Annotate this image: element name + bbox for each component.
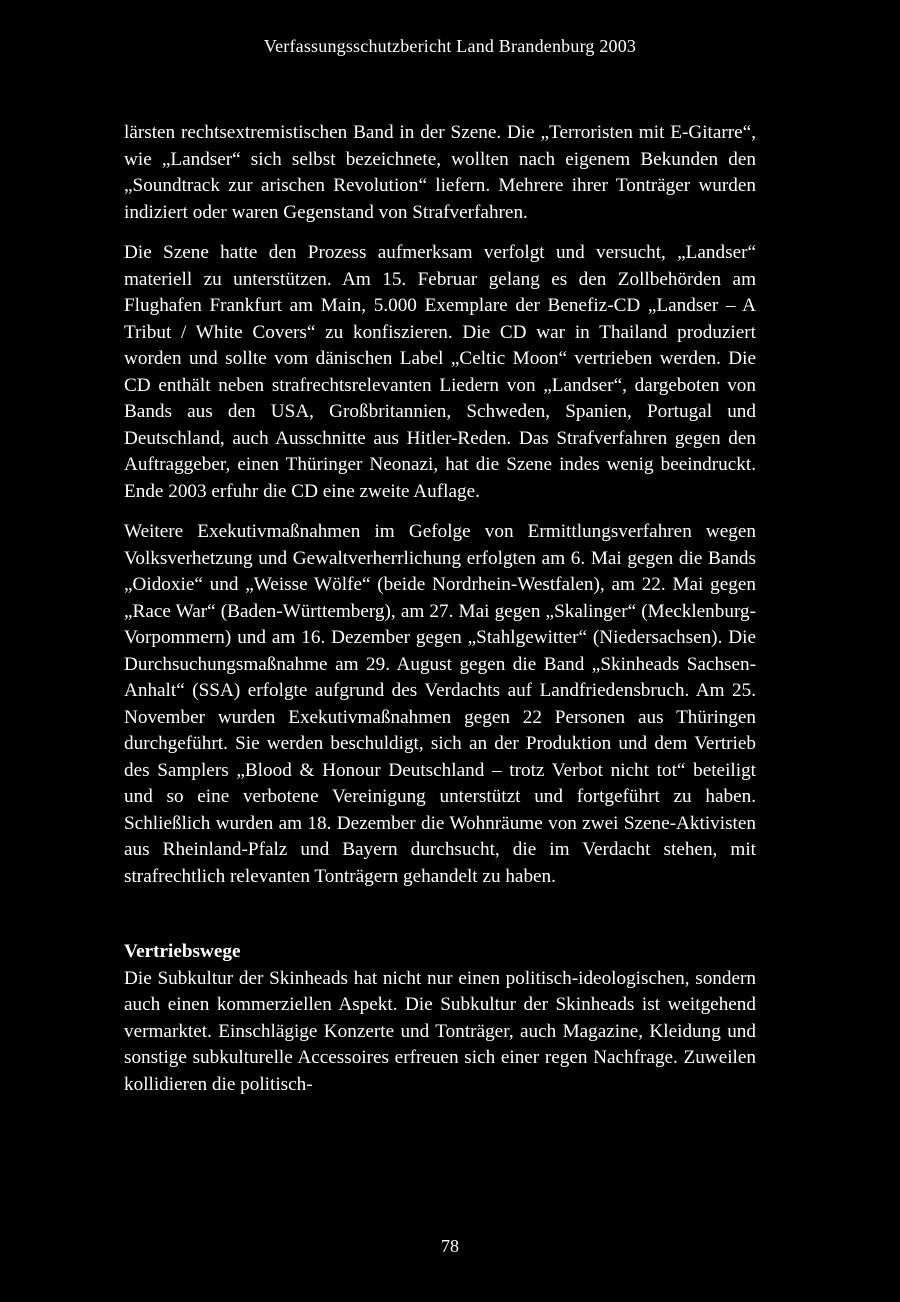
- running-header: Verfassungsschutzbericht Land Brandenburg 2003: [263, 36, 637, 56]
- paragraph-exekutivmassnahmen: Weitere Exekutivmaßnahmen im Gefolge von Ermittlungsverfahren wegen Volksverhetzung und Gewaltverherrlichung erfolgten am 6. Mai gegen die Bands „Oidoxie“ und „Weisse Wölfe“ (beide Nordrhein-Westfalen), am 22. Mai gegen „Race War“ (Baden-Württemberg), am 27. Mai gegen „Skalinger“ (Mecklenburg-Vorpommern) und am 16. Dezember gegen „Stahlgewitter“ (Niedersachsen). Die Durchsuchungsmaßnahme am 29. August gegen die Band „Skinheads Sachsen-Anhalt“ (SSA) erfolgte aufgrund des Verdachts auf Landfriedensbruch. Am 25. November wurden Exekutivmaßnahmen gegen 22 Personen aus Thüringen durchgeführt. Sie werden beschuldigt, sich an der Produktion und dem Vertrieb des Samplers „Blood & Honour Deutschland – trotz Verbot nicht tot“ beteiligt und so eine verbotene Vereinigung unterstützt und fortgeführt zu haben. Schließlich wurden am 18. Dezember die Wohnräume von zwei Szene-Aktivisten aus Rheinland-Pfalz und Bayern durchsucht, die im Verdacht stehen, mit strafrechtlich relevanten Tonträgern gehandelt zu haben.: [124, 521, 756, 887]
- paragraph-landser-intro: lärsten rechtsextremistischen Band in der Szene. Die „Terroristen mit E-Gitarre“, wie „Landser“ sich selbst bezeichnete, wollten nach eigenem Bekunden den „Soundtrack zur arischen Revolution“ liefern. Mehrere ihrer Tonträger wurden indiziert oder waren Gegenstand von Strafverfahren.: [124, 122, 756, 223]
- page-number: 78: [441, 1236, 459, 1256]
- body-text: [124, 120, 756, 1098]
- section-heading-vertriebswege: Vertriebswege: [124, 941, 241, 962]
- paragraph-vertriebswege: Die Subkultur der Skinheads hat nicht nur einen politisch-ideologischen, sondern auch einen kommerziellen Aspekt. Die Subkultur der Skinheads ist weitgehend vermarktet. Einschlägige Konzerte und Tonträger, auch Magazine, Kleidung und sonstige subkulturelle Accessoires erfreuen sich einer regen Nachfrage. Zuweilen kollidieren die politisch-: [124, 967, 756, 1095]
- paragraph-benefiz-cd: Die Szene hatte den Prozess aufmerksam verfolgt und versucht, „Landser“ materiell zu unterstützen. Am 15. Februar gelang es den Zollbehörden am Flughafen Frankfurt am Main, 5.000 Exemplare der Benefiz-CD „Landser – A Tribut / White Covers“ zu konfiszieren. Die CD war in Thailand produziert worden und sollte vom dänischen Label „Celtic Moon“ vertrieben werden. Die CD enthält neben strafrechtsrelevanten Liedern von „Landser“, dargeboten von Bands aus den USA, Großbritannien, Schweden, Spanien, Portugal und Deutschland, auch Ausschnitte aus Hitler-Reden. Das Strafverfahren gegen den Auftraggeber, einen Thüringer Neonazi, hat die Szene indes wenig beeindruckt. Ende 2003 erfuhr die CD eine zweite Auflage.: [124, 242, 756, 502]
